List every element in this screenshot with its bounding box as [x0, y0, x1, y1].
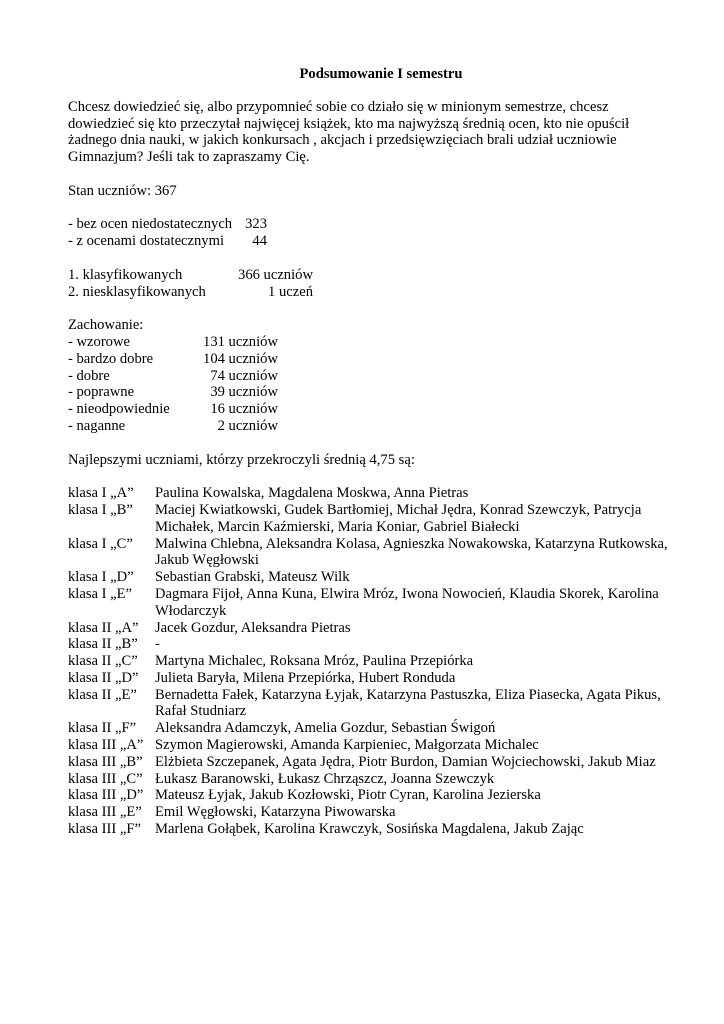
classification-list: [68, 267, 668, 301]
student-names: Jacek Gozdur, Aleksandra Pietras: [155, 619, 351, 636]
class-label: klasa I „C”: [68, 535, 133, 552]
best-students-row: [68, 771, 668, 788]
class-label: klasa I „B”: [68, 501, 133, 518]
spacer: [68, 250, 668, 267]
behavior-row: [68, 351, 668, 368]
behavior-list: [68, 334, 668, 435]
best-students-row: [68, 569, 668, 586]
student-names: Emil Węgłowski, Katarzyna Piwowarska: [155, 804, 396, 821]
behavior-label: - dobre: [68, 367, 110, 384]
best-students-row: [68, 754, 668, 771]
classification-value: 1 uczeń: [268, 283, 313, 300]
student-names: Sebastian Grabski, Mateusz Wilk: [155, 569, 350, 586]
best-students-row: [68, 804, 668, 821]
behavior-label: - nieodpowiednie: [68, 401, 170, 418]
spacer: [68, 166, 668, 183]
class-label: klasa III „E”: [68, 804, 142, 821]
student-names: Elżbieta Szczepanek, Agata Jędra, Piotr Burdon, Damian Wojciechowski, Jakub Miaz: [155, 753, 656, 770]
grades-label: - z ocenami dostatecznymi: [68, 233, 225, 250]
grades-value: 323: [245, 216, 267, 233]
behavior-row: [68, 401, 668, 418]
best-students-row: [68, 653, 668, 670]
grades-row: [68, 233, 668, 250]
class-label: klasa II „F”: [68, 720, 137, 737]
grades-list: [68, 216, 668, 250]
student-names: Maciej Kwiatkowski, Gudek Bartłomiej, Michał Jędra, Konrad Szewczyk, Patrycja Michałek, Marcin Kaźmierski, Maria Koniar, Gabriel Białecki: [155, 501, 642, 535]
class-label: klasa III „D”: [68, 787, 144, 804]
classification-row: [68, 284, 668, 301]
class-label: klasa I „A”: [68, 485, 134, 502]
behavior-row: [68, 334, 668, 351]
class-label: klasa II „D”: [68, 669, 139, 686]
classification-value: 366 uczniów: [238, 266, 313, 283]
student-names: Mateusz Łyjak, Jakub Kozłowski, Piotr Cyran, Karolina Jezierska: [155, 787, 541, 804]
student-names: Marlena Gołąbek, Karolina Krawczyk, Sosińska Magdalena, Jakub Zając: [155, 821, 584, 838]
best-students-row: [68, 670, 668, 687]
classification-row: [68, 267, 668, 284]
best-students-row: [68, 636, 668, 653]
class-label: klasa I „D”: [68, 569, 134, 586]
document-title: Podsumowanie I semestru: [299, 66, 463, 82]
students-count: Stan uczniów: 367: [68, 182, 177, 199]
best-students-row: [68, 720, 668, 737]
behavior-row: [68, 384, 668, 401]
behavior-value: 74 uczniów: [210, 367, 278, 384]
best-students-heading: Najlepszymi uczniami, którzy przekroczyli średnią 4,75 są:: [68, 451, 415, 468]
behavior-value: 2 uczniów: [217, 417, 278, 434]
student-names: Dagmara Fijoł, Anna Kuna, Elwira Mróz, Iwona Nowocień, Klaudia Skorek, Karolina Włodarczyk: [155, 585, 659, 619]
class-label: klasa II „C”: [68, 653, 138, 670]
best-students-row: [68, 821, 668, 838]
student-names: Martyna Michalec, Roksana Mróz, Paulina Przepiórka: [155, 653, 474, 670]
grades-row: [68, 216, 668, 233]
best-students-row: [68, 620, 668, 637]
behavior-label: - poprawne: [68, 384, 135, 401]
class-label: klasa III „F”: [68, 821, 141, 838]
class-label: klasa II „B”: [68, 636, 138, 653]
class-label: klasa I „E”: [68, 585, 133, 602]
behavior-label: - wzorowe: [68, 333, 130, 350]
behavior-row: [68, 418, 668, 435]
class-label: klasa II „A”: [68, 619, 139, 636]
document-page: [68, 66, 668, 838]
student-names: Aleksandra Adamczyk, Amelia Gozdur, Sebastian Świgoń: [155, 720, 496, 737]
best-students-row: [68, 737, 668, 754]
best-students-row: [68, 536, 668, 570]
behavior-value: 16 uczniów: [210, 401, 278, 418]
best-students-row: [68, 485, 668, 502]
class-label: klasa III „A”: [68, 737, 144, 754]
class-label: klasa III „C”: [68, 770, 143, 787]
behavior-value: 39 uczniów: [210, 384, 278, 401]
class-label: klasa II „E”: [68, 686, 137, 703]
grades-value: 44: [252, 233, 267, 250]
classification-label: 1. klasyfikowanych: [68, 266, 183, 283]
intro-paragraph: Chcesz dowiedzieć się, albo przypomnieć sobie co działo się w minionym semestrze, chcesz dowiedzieć się kto przeczytał najwięcej książek, kto ma najwyższą średnią ocen, kto nie opuścił żadnego dnia nauki, w jakich konkursach , akcjach i przedsięwzięciach brali udział uczniowie Gimnazjum? Jeśli tak to zapraszamy Cię.: [68, 98, 630, 166]
student-names: Paulina Kowalska, Magdalena Moskwa, Anna Pietras: [155, 485, 469, 502]
behavior-label: - naganne: [68, 417, 126, 434]
student-names: -: [155, 636, 160, 653]
best-students-row: [68, 787, 668, 804]
classification-label: 2. niesklasyfikowanych: [68, 283, 206, 300]
grades-label: - bez ocen niedostatecznych: [68, 216, 233, 233]
behavior-row: [68, 368, 668, 385]
best-students-row: [68, 687, 668, 721]
behavior-value: 104 uczniów: [203, 350, 278, 367]
spacer: [68, 300, 668, 317]
student-names: Łukasz Baranowski, Łukasz Chrząszcz, Joanna Szewczyk: [155, 770, 495, 787]
best-students-list: [68, 485, 668, 838]
spacer: [68, 435, 668, 452]
best-students-row: [68, 586, 668, 620]
student-names: Szymon Magierowski, Amanda Karpieniec, Małgorzata Michalec: [155, 737, 539, 754]
spacer: [68, 200, 668, 217]
spacer: [68, 468, 668, 485]
student-names: Julieta Baryła, Milena Przepiórka, Hubert Ronduda: [155, 669, 456, 686]
student-names: Bernadetta Fałek, Katarzyna Łyjak, Katarzyna Pastuszka, Eliza Piasecka, Agata Pikus, Rafał Studniarz: [155, 686, 661, 720]
student-names: Malwina Chlebna, Aleksandra Kolasa, Agnieszka Nowakowska, Katarzyna Rutkowska, Jakub Węgłowski: [155, 535, 668, 569]
behavior-label: - bardzo dobre: [68, 350, 154, 367]
behavior-heading: Zachowanie:: [68, 317, 144, 334]
best-students-row: [68, 502, 668, 536]
class-label: klasa III „B”: [68, 753, 143, 770]
behavior-value: 131 uczniów: [203, 333, 278, 350]
